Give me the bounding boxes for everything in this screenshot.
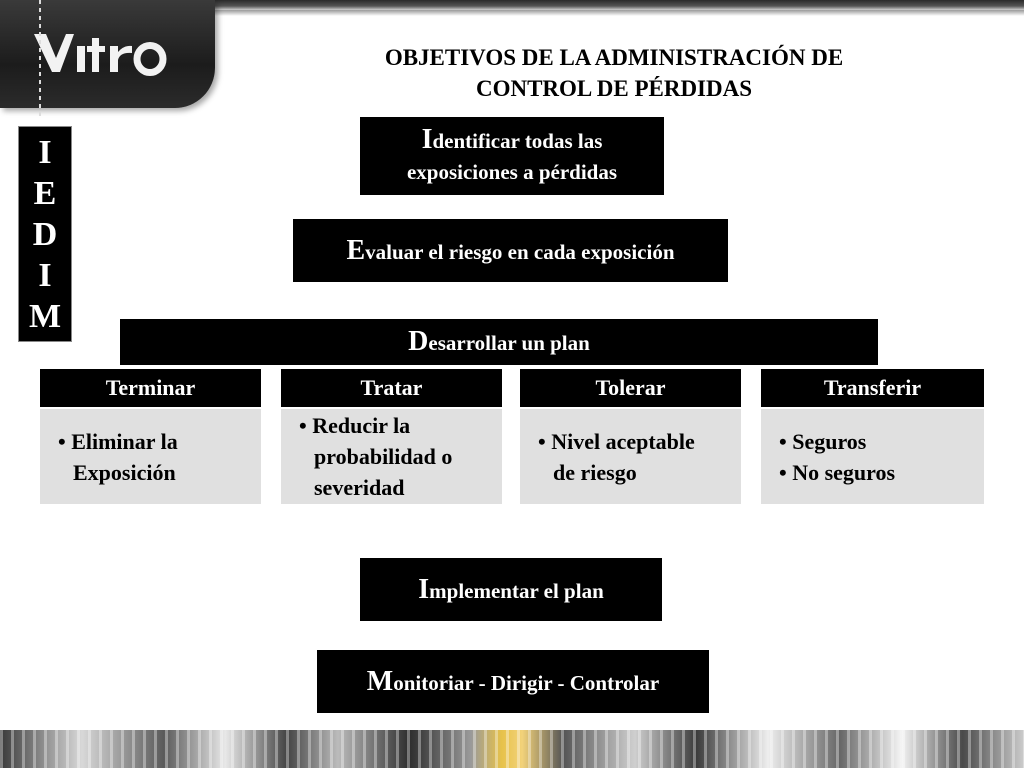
option-panel-transferir xyxy=(761,409,984,504)
option-title-tolerar: Tolerar xyxy=(520,369,741,407)
step-text: esarrollar un plan xyxy=(428,331,590,355)
list-item: • Eliminar la Exposición xyxy=(58,428,178,485)
acronym-letter: I xyxy=(38,133,52,171)
step-text: onitoriar - Dirigir - Controlar xyxy=(393,670,660,695)
step-initial: E xyxy=(346,234,366,266)
list-item: • Reducir la probabilidad o severidad xyxy=(299,413,453,500)
header-shadow xyxy=(215,10,1024,16)
option-panel-tolerar xyxy=(520,409,741,504)
list-item: • Seguros xyxy=(779,428,867,454)
logo-tab xyxy=(0,0,215,108)
acronym-letter: I xyxy=(38,256,52,294)
vitro-logo xyxy=(30,28,170,78)
list-item: • Nivel aceptable de riesgo xyxy=(538,428,695,485)
step-initial: D xyxy=(408,326,429,357)
step-desarrollar xyxy=(120,319,878,365)
acronym-letter: D xyxy=(32,215,58,253)
acronym-box xyxy=(18,126,72,342)
step-initial: I xyxy=(418,573,430,605)
page-title: OBJETIVOS DE LA ADMINISTRACIÓN DE CONTROL DE PÉRDIDAS xyxy=(384,45,844,101)
step-text: mplementar el plan xyxy=(429,578,604,603)
step-text: valuar el riesgo en cada exposición xyxy=(365,239,675,264)
footer-decorative-strip xyxy=(0,730,1024,768)
step-identificar xyxy=(360,117,664,195)
option-panel-terminar xyxy=(40,409,261,504)
step-evaluar xyxy=(293,219,728,282)
step-text: dentificar todas las exposiciones a pérdidas xyxy=(406,129,618,184)
option-panel-tratar xyxy=(281,409,502,504)
list-item: • No seguros xyxy=(779,459,896,485)
step-initial: I xyxy=(421,124,433,155)
option-title-tratar: Tratar xyxy=(281,369,502,407)
acronym-letter: M xyxy=(28,297,62,335)
step-monitoriar xyxy=(317,650,709,713)
step-implementar xyxy=(360,558,662,621)
option-title-terminar: Terminar xyxy=(40,369,261,407)
step-initial: M xyxy=(366,665,394,697)
option-title-transferir: Transferir xyxy=(761,369,984,407)
acronym-letter: E xyxy=(33,174,57,212)
guide-line xyxy=(39,0,41,120)
